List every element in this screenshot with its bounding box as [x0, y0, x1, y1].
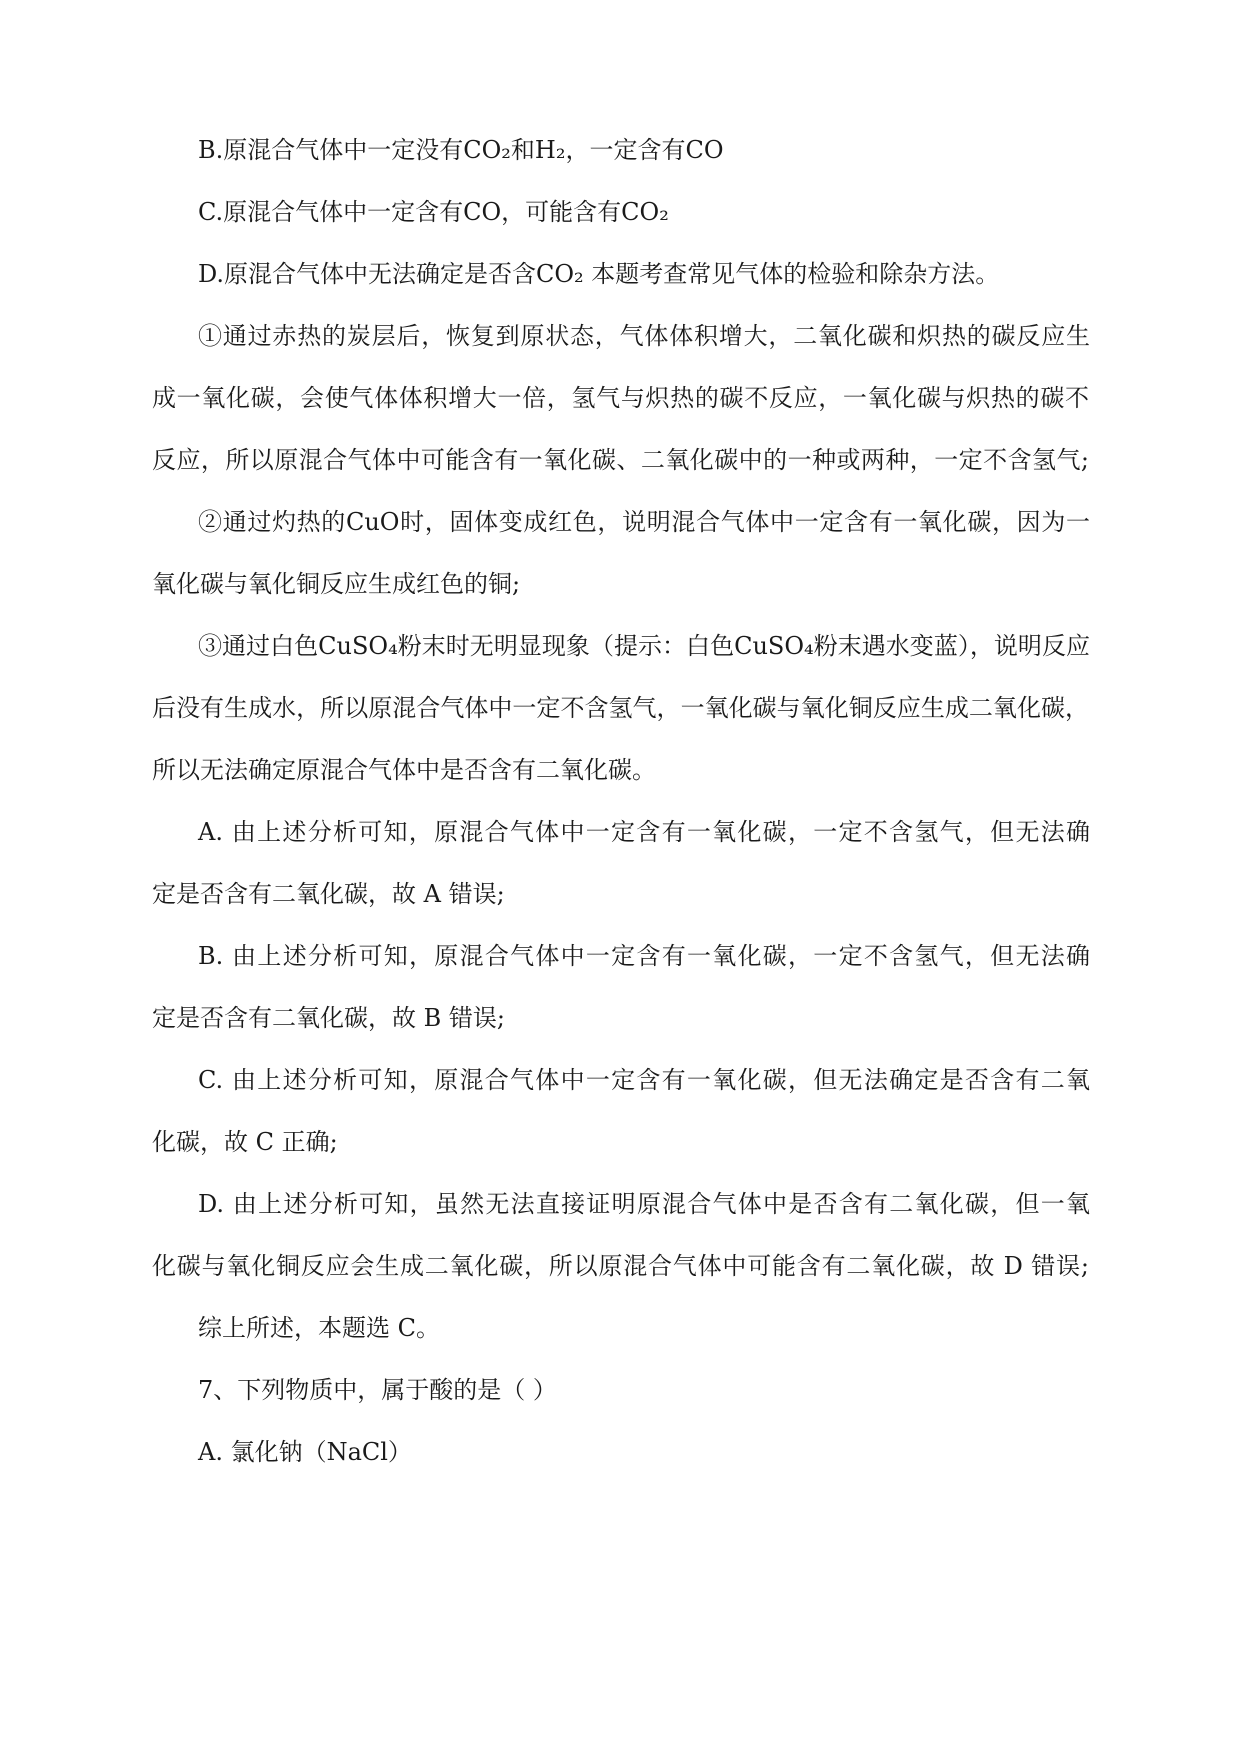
- analysis-step-1-line-2: 成一氧化碳，会使气体体积增大一倍，氢气与炽热的碳不反应，一氧化碳与炽热的碳不: [152, 384, 1089, 412]
- analysis-step-3-line-3: 所以无法确定原混合气体中是否含有二氧化碳。: [152, 756, 656, 784]
- option-a-analysis-line-2: 定是否含有二氧化碳，故 A 错误;: [152, 880, 505, 908]
- option-b-statement: B.原混合气体中一定没有CO₂和H₂，一定含有CO: [198, 136, 724, 164]
- option-b-analysis-line-2: 定是否含有二氧化碳，故 B 错误;: [152, 1004, 505, 1032]
- option-d-statement: D.原混合气体中无法确定是否含CO₂ 本题考查常见气体的检验和除杂方法。: [198, 260, 1000, 288]
- option-c-analysis-line-2: 化碳，故 C 正确;: [152, 1128, 338, 1156]
- option-b-analysis-line-1: B. 由上述分析可知，原混合气体中一定含有一氧化碳，一定不含氢气，但无法确: [198, 942, 1090, 970]
- option-d-analysis-line-2: 化碳与氧化铜反应会生成二氧化碳，所以原混合气体中可能含有二氧化碳，故 D 错误;: [152, 1252, 1089, 1280]
- question-7-stem: 7、下列物质中，属于酸的是（ ）: [198, 1376, 557, 1404]
- option-c-analysis-line-1: C. 由上述分析可知，原混合气体中一定含有一氧化碳，但无法确定是否含有二氧: [198, 1066, 1090, 1094]
- analysis-step-3-line-1: ③通过白色CuSO₄粉末时无明显现象（提示：白色CuSO₄粉末遇水变蓝），说明反应: [198, 632, 1090, 660]
- analysis-step-2-line-1: ②通过灼热的CuO时，固体变成红色，说明混合气体中一定含有一氧化碳，因为一: [198, 508, 1090, 536]
- analysis-step-3-line-2: 后没有生成水，所以原混合气体中一定不含氢气，一氧化碳与氧化铜反应生成二氧化碳，: [152, 694, 1089, 722]
- option-a-analysis-line-1: A. 由上述分析可知，原混合气体中一定含有一氧化碳，一定不含氢气，但无法确: [198, 818, 1090, 846]
- analysis-step-1-line-1: ①通过赤热的炭层后，恢复到原状态，气体体积增大，二氧化碳和炽热的碳反应生: [198, 322, 1090, 350]
- question-7-option-a: A. 氯化钠（NaCl）: [198, 1438, 412, 1466]
- analysis-step-1-line-3: 反应，所以原混合气体中可能含有一氧化碳、二氧化碳中的一种或两种，一定不含氢气;: [152, 446, 1089, 474]
- summary-line: 综上所述，本题选 C。: [198, 1314, 440, 1342]
- option-d-analysis-line-1: D. 由上述分析可知，虽然无法直接证明原混合气体中是否含有二氧化碳，但一氧: [198, 1190, 1090, 1218]
- analysis-step-2-line-2: 氧化碳与氧化铜反应生成红色的铜;: [152, 570, 521, 598]
- option-c-statement: C.原混合气体中一定含有CO，可能含有CO₂: [198, 198, 669, 226]
